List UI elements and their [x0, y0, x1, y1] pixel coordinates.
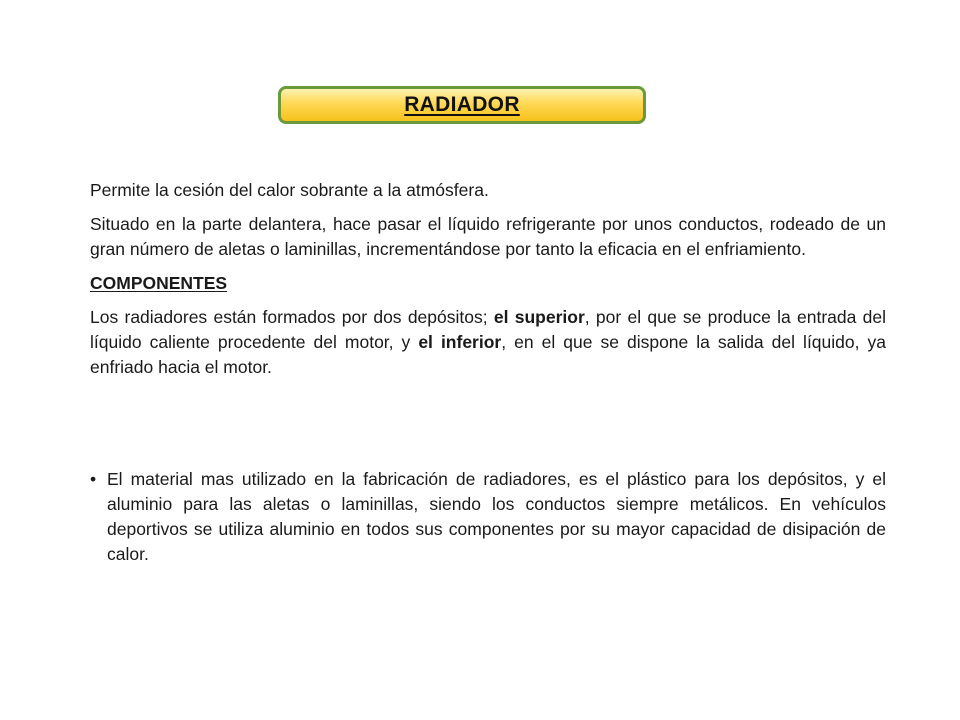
bullet-icon: • — [90, 469, 97, 489]
list-item — [90, 467, 886, 567]
components-heading — [90, 271, 886, 296]
page-title: RADIADOR — [404, 93, 520, 116]
components-text-1: Los radiadores están formados por dos depósitos; — [90, 307, 494, 327]
components-bold-inferior: el inferior — [418, 332, 502, 352]
bullet-list — [90, 467, 886, 567]
components-heading-text: COMPONENTES — [90, 273, 228, 293]
components-text-2: , por el que se produce la entrada del líquido caliente procedente del motor, y — [90, 307, 886, 352]
components-text-3: , en el que se dispone la salida del líquido, ya enfriado hacia el motor. — [90, 332, 886, 377]
intro-paragraph: Permite la cesión del calor sobrante a la atmósfera. — [90, 180, 489, 200]
body-text — [90, 178, 886, 389]
components-paragraph — [90, 305, 886, 380]
components-bold-superior: el superior — [493, 307, 585, 327]
title-banner — [278, 86, 646, 124]
description-paragraph: Situado en la parte delantera, hace pasar el líquido refrigerante por unos conductos, rodeado de un gran número de aletas o laminillas, incrementándose por tanto la eficacia en el enfriamiento. — [90, 214, 886, 259]
bullet-text: El material mas utilizado en la fabricación de radiadores, es el plástico para los depósitos, y el aluminio para las aletas o laminillas, siendo los conductos siempre metálicos. En vehículos deportivos se utiliza aluminio en todos sus componentes por su mayor capacidad de disipación de calor. — [107, 469, 886, 564]
